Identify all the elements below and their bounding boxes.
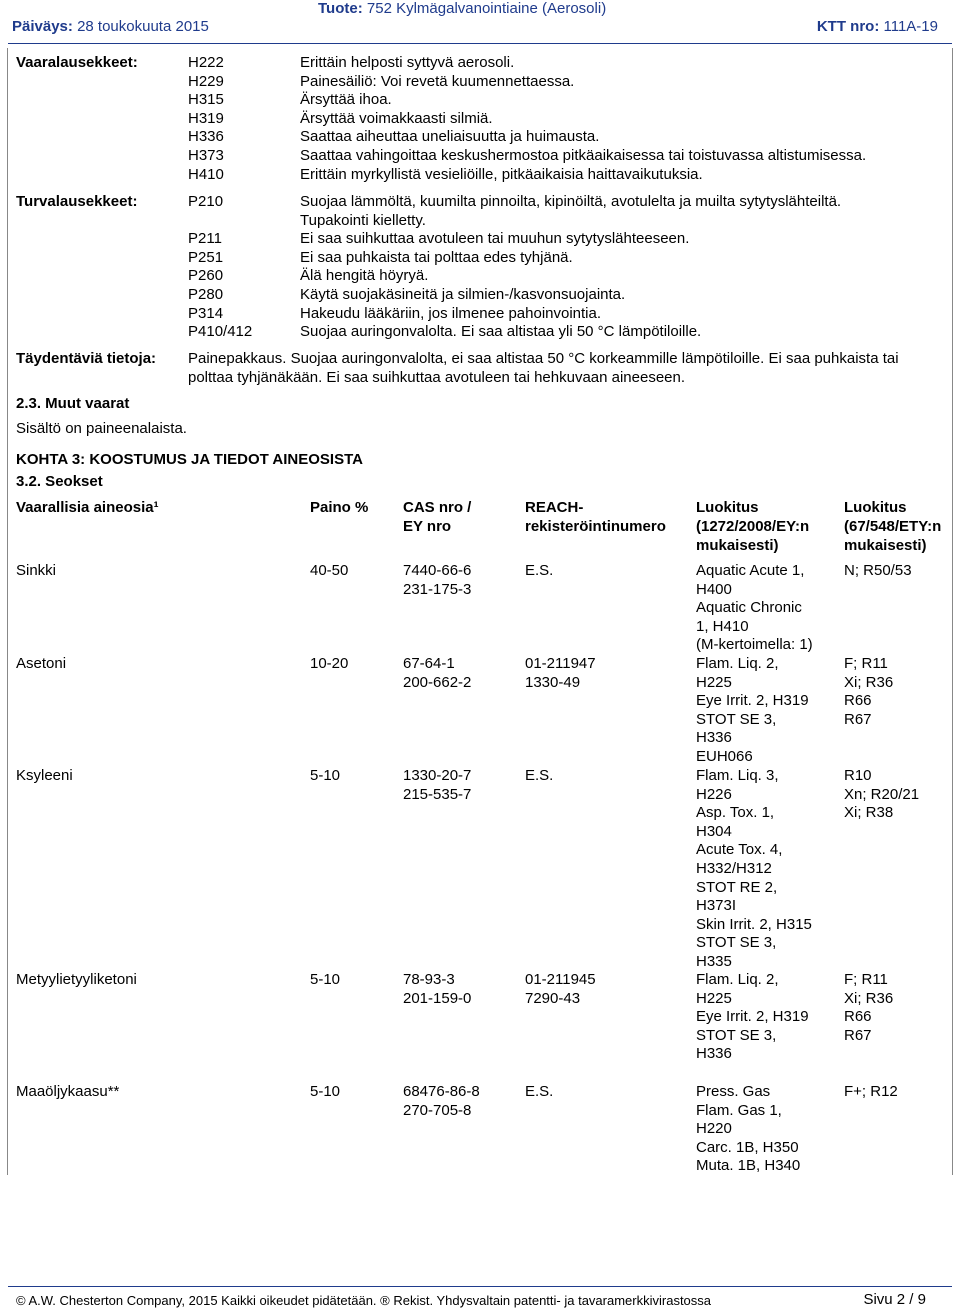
row-dsd-line: Xi; R36	[844, 673, 894, 691]
ktt-field	[817, 18, 938, 35]
row-cas-line: 68476-86-8	[403, 1083, 480, 1100]
hazard-text: Saattaa aiheuttaa uneliaisuutta ja huimausta.	[300, 128, 600, 146]
row-name: Asetoni	[16, 655, 67, 672]
row-dsd-line: F; R11	[844, 971, 888, 988]
row-cas	[403, 562, 471, 599]
row-clp-line: Flam. Gas 1,	[696, 1101, 782, 1119]
row-cas-line: 78-93-3	[403, 971, 455, 988]
col-header-reach-line1: REACH-	[525, 499, 584, 516]
ktt-value: 111A-19	[883, 18, 938, 35]
precaution-text: Älä hengitä höyryä.	[300, 267, 429, 285]
row-dsd-line: F+; R12	[844, 1083, 898, 1100]
row-clp-line: H225	[696, 673, 732, 691]
precaution-text: Ei saa puhkaista tai polttaa edes tyhjänä.	[300, 248, 573, 266]
row-clp-line: H332/H312	[696, 859, 772, 877]
row-dsd-line: R67	[844, 1026, 872, 1044]
hazard-code: H319	[188, 109, 224, 127]
product-field	[318, 0, 606, 17]
row-dsd	[844, 655, 893, 729]
footer-copyright: © A.W. Chesterton Company, 2015 Kaikki oikeudet pidätetään. ® Rekist. Yhdysvaltain patentti- ja tavaramerkkivirastossa	[16, 1293, 712, 1308]
row-clp-line: Acute Tox. 4,	[696, 841, 783, 859]
precaution-texts	[300, 193, 841, 342]
hazard-text: Painesäiliö: Voi revetä kuumennettaessa.	[300, 72, 575, 90]
row-clp-line: H304	[696, 822, 732, 840]
ktt-label: KTT nro:	[816, 18, 880, 35]
row-dsd-line: F; R11	[844, 655, 888, 672]
hazard-code: H336	[188, 128, 224, 146]
row-dsd	[844, 1083, 898, 1102]
precautionary-statements-label: Turvalausekkeet:	[16, 193, 138, 210]
row-clp-line: H373I	[696, 897, 737, 915]
row-weight: 5-10	[310, 971, 341, 988]
row-dsd-line: Xi; R38	[844, 804, 894, 822]
col-header-cas-line2: EY nro	[403, 518, 452, 535]
section-3-2-subtitle: 3.2. Seokset	[16, 473, 103, 490]
date-value: 28 toukokuuta 2015	[77, 18, 209, 35]
row-reach-line: E.S.	[525, 767, 554, 784]
date-label: Päiväys:	[12, 18, 73, 35]
row-dsd-line: R67	[844, 710, 872, 728]
row-cas-line: 200-662-2	[403, 673, 472, 691]
hazard-codes	[188, 54, 224, 184]
row-weight: 10-20	[310, 655, 349, 672]
product-value: 752 Kylmägalvanointiaine (Aerosoli)	[366, 0, 607, 17]
row-reach-line: 7290-43	[525, 989, 581, 1007]
row-cas-line: 231-175-3	[403, 580, 472, 598]
row-clp-line: Aquatic Acute 1,	[696, 562, 805, 579]
precaution-text: Suojaa lämmöltä, kuumilta pinnoilta, kipinöiltä, avotulelta ja muilta sytytyslähteiltä.	[300, 193, 842, 210]
row-clp-line: H225	[696, 989, 732, 1007]
row-clp-line: Asp. Tox. 1,	[696, 804, 775, 822]
row-clp-line: (M-kertoimella: 1)	[696, 636, 813, 654]
row-reach	[525, 767, 553, 786]
row-clp-line: Carc. 1B, H350	[696, 1138, 799, 1156]
left-border	[7, 48, 8, 1175]
row-cas-line: 201-159-0	[403, 989, 472, 1007]
row-name: Maaöljykaasu**	[16, 1083, 120, 1100]
row-clp-line: H400	[696, 580, 732, 598]
row-clp-line: H336	[696, 1045, 732, 1063]
precaution-code: P280	[188, 285, 224, 303]
product-label: Tuote:	[318, 0, 363, 17]
row-cas-line: 215-535-7	[403, 785, 472, 803]
row-clp-line: STOT RE 2,	[696, 878, 778, 896]
col-header-dsd-line1: Luokitus	[844, 499, 907, 516]
precaution-code: P260	[188, 267, 224, 285]
row-dsd-line: R10	[844, 767, 872, 784]
row-weight: 5-10	[310, 767, 341, 784]
precaution-code: P314	[188, 304, 224, 322]
row-clp	[696, 767, 812, 972]
row-clp	[696, 655, 809, 767]
col-header-weight: Paino %	[310, 499, 369, 516]
row-dsd-line: N; R50/53	[844, 562, 912, 579]
row-clp	[696, 562, 813, 655]
precaution-code: P210	[188, 193, 224, 210]
row-cas-line: 7440-66-6	[403, 562, 472, 579]
row-cas	[403, 767, 471, 804]
col-header-clp	[696, 498, 809, 555]
row-clp-line: STOT SE 3,	[696, 934, 777, 952]
row-cas-line: 1330-20-7	[403, 767, 472, 784]
row-clp-line: Eye Irrit. 2, H319	[696, 1008, 809, 1026]
col-header-name: Vaarallisia aineosia¹	[16, 499, 159, 516]
row-clp-line: Aquatic Chronic	[696, 599, 802, 617]
footer-page-number: Sivu 2 / 9	[863, 1291, 926, 1308]
hazard-text: Saattaa vahingoittaa keskushermostoa pitkäaikaisessa tai toistuvassa altistumisessa.	[300, 146, 867, 164]
row-reach-line: 1330-49	[525, 673, 581, 691]
hazard-code: H229	[188, 72, 224, 90]
row-clp-line: H335	[696, 952, 732, 970]
row-clp-line: H226	[696, 785, 732, 803]
hazard-text: Erittäin helposti syttyvä aerosoli.	[300, 54, 515, 71]
supplemental-label: Täydentäviä tietoja:	[16, 350, 157, 367]
row-weight: 5-10	[310, 1083, 341, 1100]
section-2-3-text: Sisältö on paineenalaista.	[16, 420, 187, 437]
right-border	[952, 48, 953, 1175]
precaution-code: P211	[188, 230, 222, 248]
hazard-text: Erittäin myrkyllistä vesieliöille, pitkäaikaisia haittavaikutuksia.	[300, 165, 703, 183]
supplemental-line-2: polttaa tyhjänäkään. Ei saa suihkuttaa avotuleen tai hehkuvaan aineeseen.	[188, 369, 686, 386]
date-field	[12, 18, 209, 35]
row-name: Ksyleeni	[16, 767, 73, 784]
precaution-text: Tupakointi kielletty.	[300, 211, 426, 229]
hazard-code: H373	[188, 146, 224, 164]
hazard-statements-label: Vaaralausekkeet:	[16, 54, 138, 71]
row-clp-line: H220	[696, 1120, 732, 1138]
row-weight: 40-50	[310, 562, 349, 579]
row-clp-line: Flam. Liq. 2,	[696, 655, 779, 672]
row-clp-line: Muta. 1B, H340	[696, 1157, 801, 1175]
precaution-code	[188, 212, 252, 231]
row-dsd-line: R66	[844, 1008, 872, 1026]
precaution-text: Suojaa auringonvalolta. Ei saa altistaa yli 50 °C lämpötiloille.	[300, 323, 702, 341]
row-clp	[696, 1083, 800, 1176]
col-header-reach-line2: rekisteröintinumero	[525, 518, 666, 535]
row-clp-line: Eye Irrit. 2, H319	[696, 692, 809, 710]
row-cas-line: 270-705-8	[403, 1101, 472, 1119]
row-name: Sinkki	[16, 562, 57, 579]
row-reach	[525, 971, 596, 1008]
row-reach-line: E.S.	[525, 1083, 554, 1100]
row-reach	[525, 1083, 553, 1102]
row-cas	[403, 655, 471, 692]
row-reach-line: 01-211947	[525, 655, 596, 672]
precaution-code: P410/412	[188, 323, 253, 341]
col-header-clp-line3: mukaisesti)	[696, 537, 779, 554]
hazard-code: H222	[188, 54, 224, 71]
col-header-cas-line1: CAS nro /	[403, 499, 472, 516]
row-clp-line: STOT SE 3,	[696, 710, 777, 728]
hazard-text: Ärsyttää voimakkaasti silmiä.	[300, 109, 493, 127]
row-clp-line: EUH066	[696, 747, 753, 765]
col-header-dsd	[844, 498, 941, 555]
header-divider	[8, 43, 952, 44]
supplemental-line-1: Painepakkaus. Suojaa auringonvalolta, ei saa altistaa 50 °C korkeammille lämpötiloille. Ei saa puhkaista tai	[188, 350, 899, 367]
document-header	[0, 0, 960, 44]
row-reach-line: E.S.	[525, 562, 554, 579]
precaution-codes	[188, 193, 252, 342]
row-dsd-line: Xi; R36	[844, 989, 894, 1007]
hazard-texts	[300, 54, 866, 184]
col-header-clp-line2: (1272/2008/EY:n	[696, 518, 810, 535]
row-name: Metyylietyyliketoni	[16, 971, 137, 988]
row-reach-line: 01-211945	[525, 971, 596, 988]
footer-divider	[8, 1286, 952, 1287]
row-clp-line: STOT SE 3,	[696, 1026, 777, 1044]
row-cas	[403, 971, 471, 1008]
precaution-text: Hakeudu lääkäriin, jos ilmenee pahoinvointia.	[300, 304, 602, 322]
col-header-clp-line1: Luokitus	[696, 499, 759, 516]
row-clp-line: Flam. Liq. 3,	[696, 767, 779, 784]
hazard-text: Ärsyttää ihoa.	[300, 91, 392, 109]
row-reach	[525, 562, 553, 581]
precaution-text: Ei saa suihkuttaa avotuleen tai muuhun sytytyslähteeseen.	[300, 230, 690, 248]
row-dsd	[844, 562, 912, 581]
row-clp-line: Skin Irrit. 2, H315	[696, 915, 812, 933]
row-clp-line: Flam. Liq. 2,	[696, 971, 779, 988]
row-clp-line: 1, H410	[696, 617, 749, 635]
row-cas	[403, 1083, 480, 1120]
col-header-dsd-line2: (67/548/ETY:n	[844, 518, 942, 535]
section-3-title: KOHTA 3: KOOSTUMUS JA TIEDOT AINEOSISTA	[16, 451, 363, 468]
col-header-cas	[403, 498, 471, 536]
row-clp-line: H336	[696, 729, 732, 747]
precaution-text: Käytä suojakäsineitä ja silmien-/kasvonsuojainta.	[300, 285, 626, 303]
col-header-dsd-line3: mukaisesti)	[844, 537, 927, 554]
row-clp-line: Press. Gas	[696, 1083, 771, 1100]
precaution-code: P251	[188, 248, 224, 266]
col-header-reach	[525, 498, 666, 536]
row-reach	[525, 655, 596, 692]
row-clp	[696, 971, 809, 1064]
row-dsd-line: Xn; R20/21	[844, 785, 920, 803]
row-cas-line: 67-64-1	[403, 655, 455, 672]
row-dsd	[844, 767, 919, 823]
hazard-code: H315	[188, 91, 224, 109]
row-dsd	[844, 971, 893, 1045]
hazard-code: H410	[188, 165, 224, 183]
section-2-3-title: 2.3. Muut vaarat	[16, 395, 130, 412]
row-dsd-line: R66	[844, 692, 872, 710]
